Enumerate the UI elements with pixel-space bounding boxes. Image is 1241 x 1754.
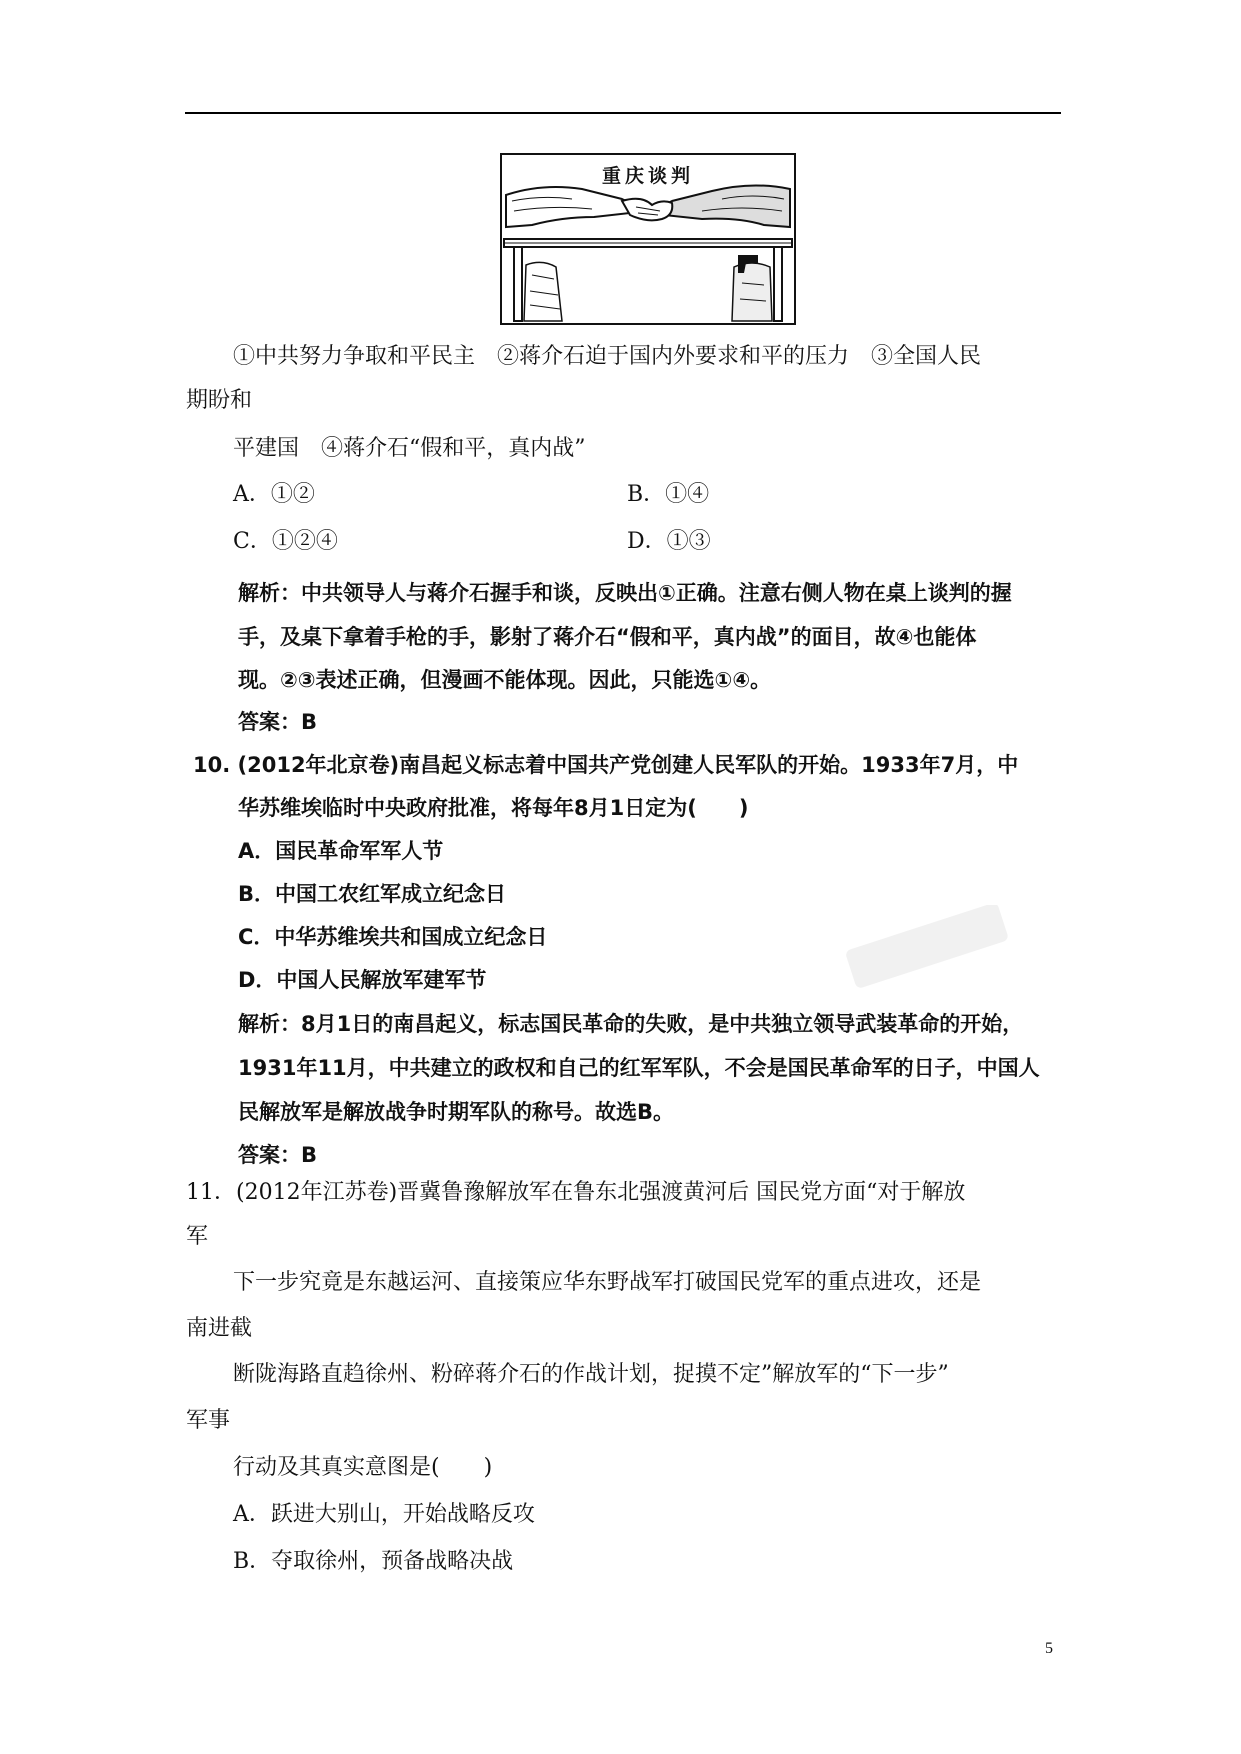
q11-option-b: B．夺取徐州，预备战略决战	[233, 1549, 514, 1574]
cartoon-title: 重庆谈判	[601, 165, 694, 187]
q10-stem-line-2: 华苏维埃临时中央政府批准，将每年8月1日定为( )	[238, 796, 749, 820]
q10-option-d: D．中国人民解放军建军节	[238, 968, 487, 992]
q11-stem-line-1: 11．(2012年江苏卷)晋冀鲁豫解放军在鲁东北强渡黄河后 国民党方面“对于解放	[186, 1180, 966, 1205]
header-rule	[185, 112, 1061, 114]
q9-stem-line-3: 平建国 ④蒋介石“假和平，真内战”	[233, 436, 586, 461]
q9-option-d: D．①③	[627, 529, 711, 554]
chongqing-negotiation-cartoon	[500, 153, 796, 325]
q10-option-a: A．国民革命军军人节	[238, 839, 444, 863]
q11-stem-line-5: 断陇海路直趋徐州、粉碎蒋介石的作战计划，捉摸不定”解放军的“下一步”	[233, 1362, 949, 1387]
q10-analysis-line-3: 民解放军是解放战争时期军队的称号。故选B。	[238, 1100, 675, 1124]
q11-stem-line-6: 军事	[186, 1408, 231, 1433]
page-number: 5	[1045, 1640, 1053, 1657]
q10-answer: 答案：B	[238, 1143, 318, 1167]
q9-option-a: A．①②	[233, 482, 315, 507]
q9-analysis-line-3: 现。②③表述正确，但漫画不能体现。因此，只能选①④。	[238, 668, 772, 692]
q11-stem-line-3: 下一步究竟是东越运河、直接策应华东野战军打破国民党军的重点进攻，还是	[233, 1270, 982, 1295]
q10-analysis-line-1: 解析：8月1日的南昌起义，标志国民革命的失败，是中共独立领导武装革命的开始，	[238, 1012, 1024, 1036]
q10-option-b: B．中国工农红军成立纪念日	[238, 882, 507, 906]
q11-stem-line-4: 南进截	[186, 1316, 253, 1341]
q11-option-a: A．跃进大别山，开始战略反攻	[233, 1502, 535, 1527]
q11-stem-line-2: 军	[186, 1224, 209, 1249]
watermark-logo	[830, 905, 1030, 1005]
q10-option-c: C．中华苏维埃共和国成立纪念日	[238, 925, 548, 949]
q9-answer: 答案：B	[238, 710, 318, 734]
q9-option-c: C．①②④	[233, 529, 338, 554]
q11-stem-line-7: 行动及其真实意图是( )	[233, 1455, 493, 1480]
q9-stem-line-2: 期盼和	[186, 388, 253, 413]
q9-analysis-line-2: 手，及桌下拿着手枪的手，影射了蒋介石“假和平，真内战”的面目，故④也能体	[238, 625, 977, 649]
q9-analysis-line-1: 解析：中共领导人与蒋介石握手和谈，反映出①正确。注意右侧人物在桌上谈判的握	[238, 581, 1012, 605]
q10-analysis-line-2: 1931年11月，中共建立的政权和自己的红军军队，不会是国民革命军的日子，中国人	[238, 1056, 1040, 1080]
q9-stem-line-1: ①中共努力争取和平民主 ②蒋介石迫于国内外要求和平的压力 ③全国人民	[233, 344, 982, 369]
q10-stem-line-1: 10. (2012年北京卷)南昌起义标志着中国共产党创建人民军队的开始。1933年7月，中	[193, 753, 1019, 777]
q9-option-b: B．①④	[627, 482, 710, 507]
